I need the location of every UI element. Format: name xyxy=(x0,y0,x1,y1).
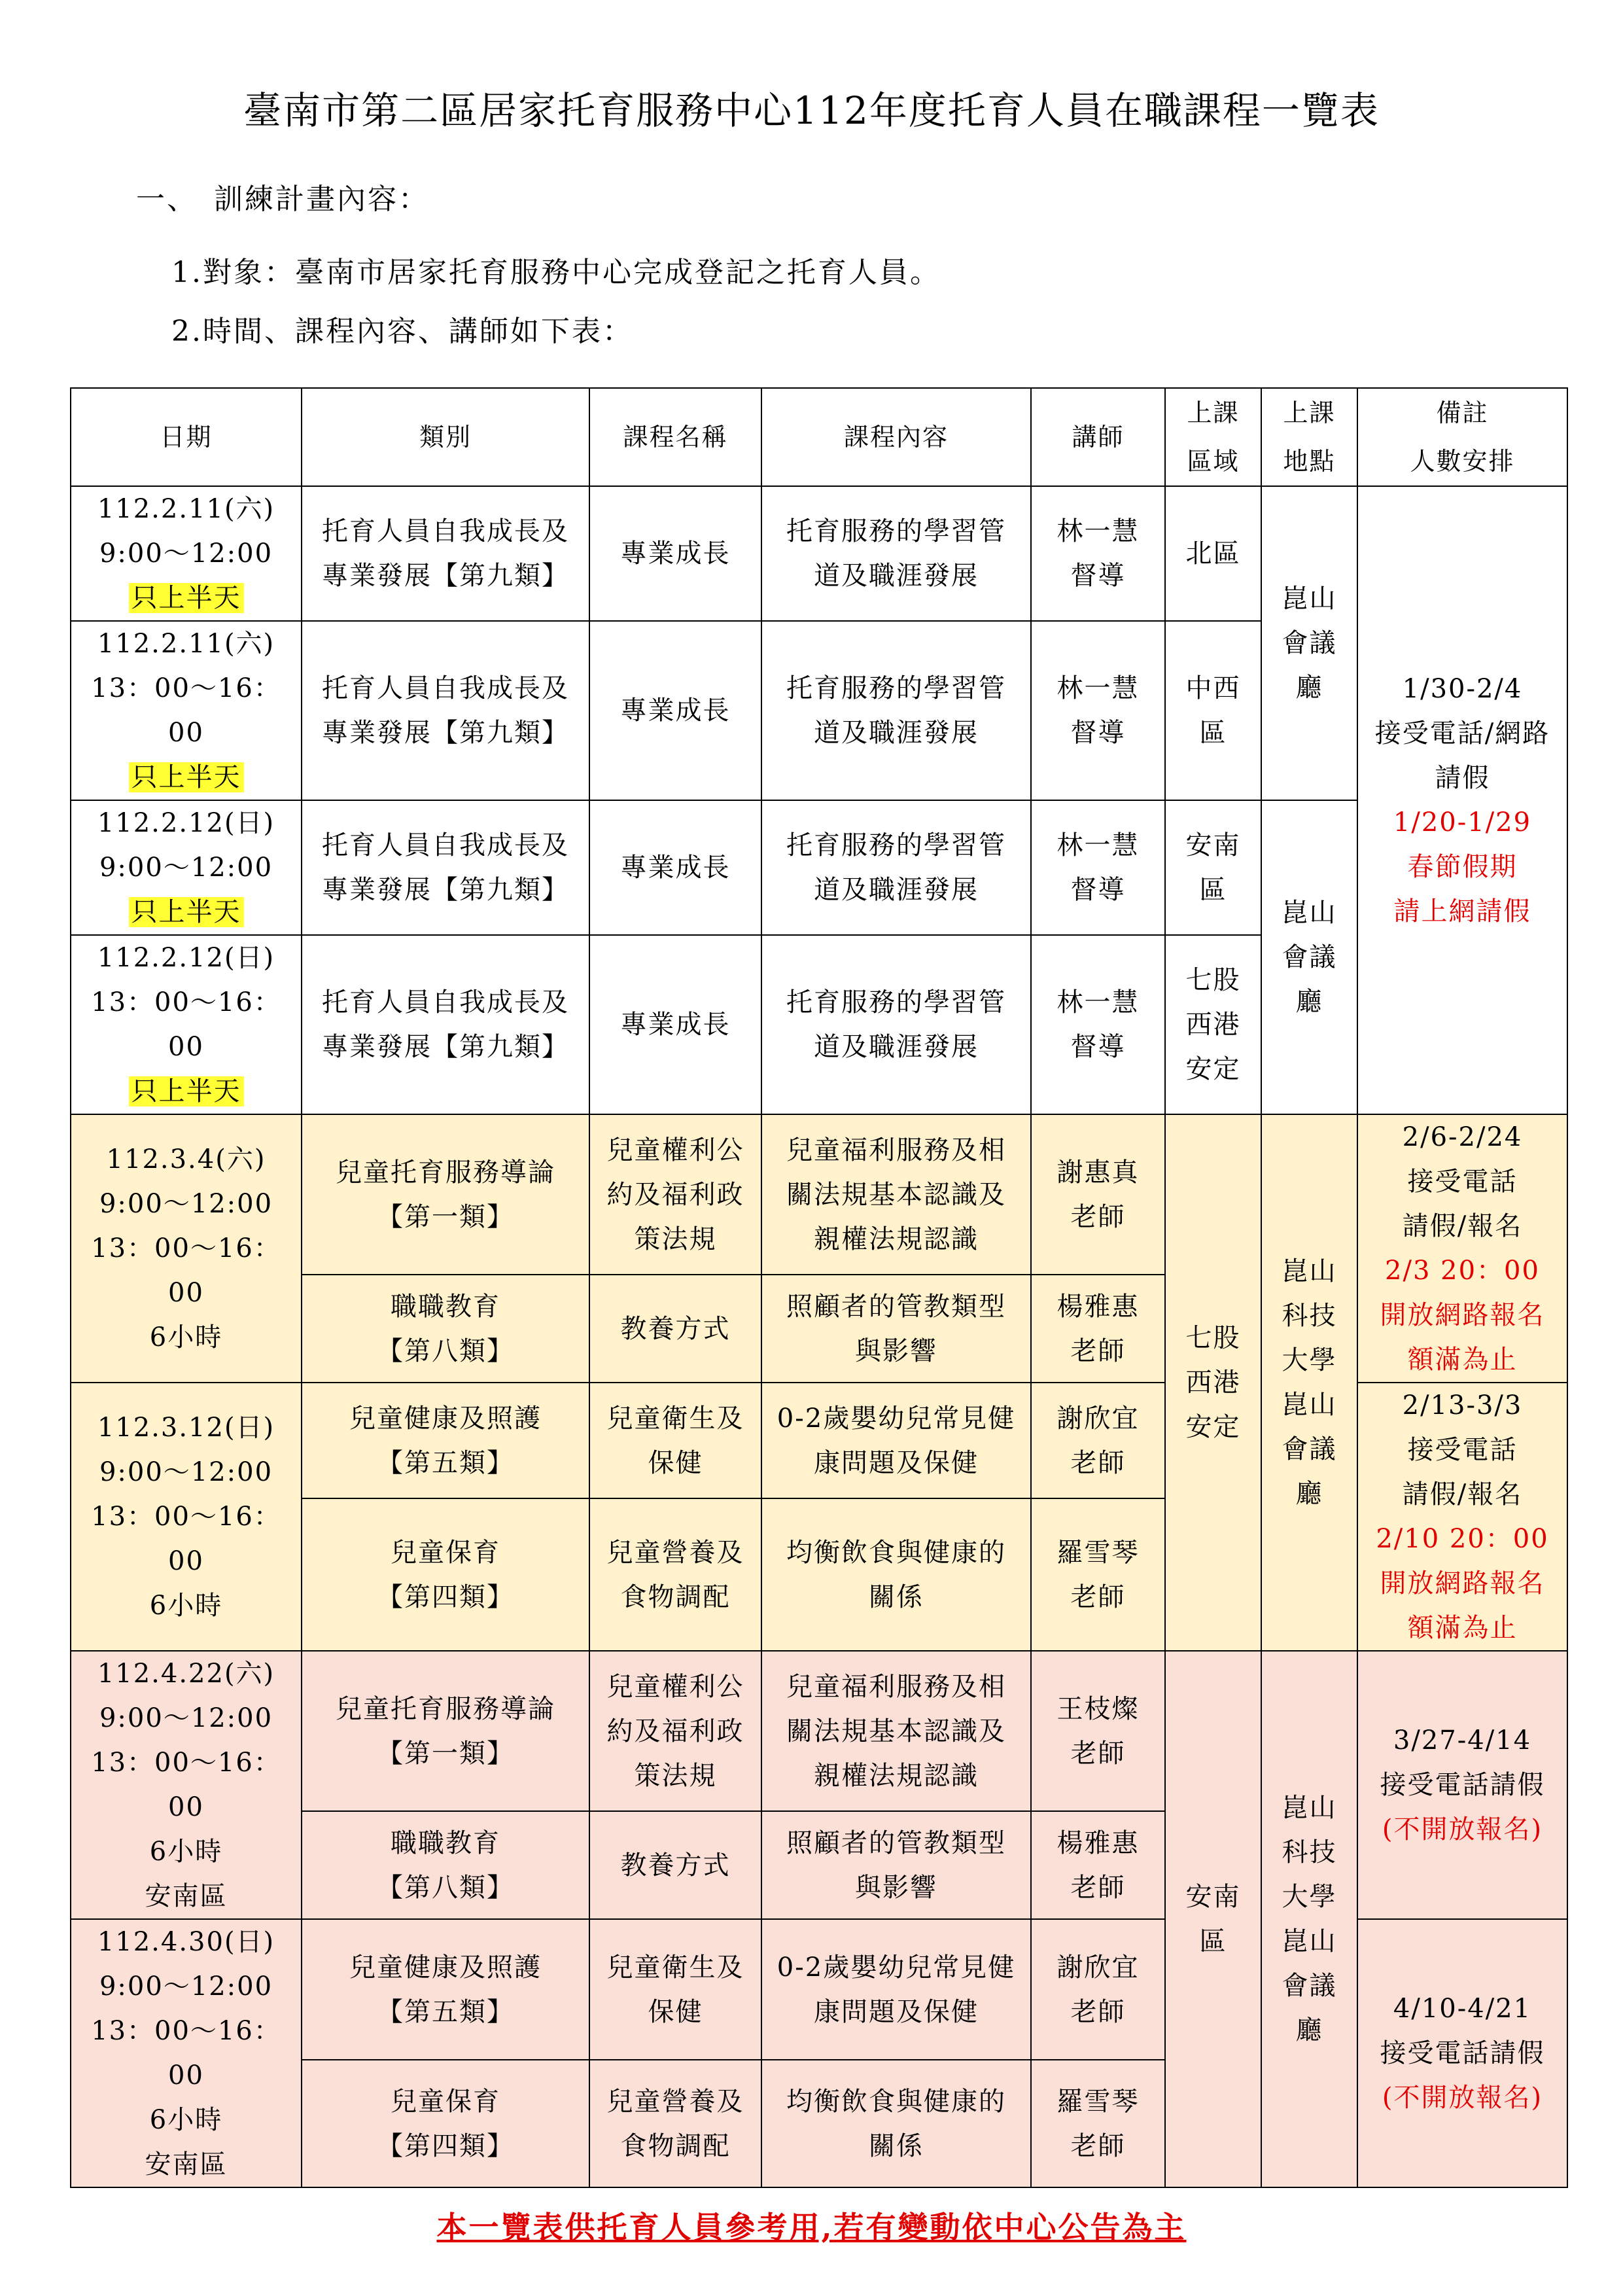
category-cell: 兒童健康及照護 【第五類】 xyxy=(302,1919,589,2060)
lecturer-cell: 林一慧 督導 xyxy=(1031,935,1165,1114)
course-content-cell: 托育服務的學習管 道及職涯發展 xyxy=(761,935,1031,1114)
table-row xyxy=(71,486,1567,621)
venue-cell: 崑山 會議 廳 xyxy=(1261,800,1357,1114)
category-cell: 兒童托育服務導論 【第一類】 xyxy=(302,1651,589,1811)
header-course-name: 課程名稱 xyxy=(589,388,761,486)
course-content-cell: 照顧者的管教類型 與影響 xyxy=(761,1275,1031,1383)
venue-cell: 崑山 科技 大學 崑山 會議 廳 xyxy=(1261,1114,1357,1651)
date-cell: 112.3.12(日) 9:00～12:00 13：00～16：00 6小時 xyxy=(71,1383,302,1651)
venue-cell: 崑山 科技 大學 崑山 會議 廳 xyxy=(1261,1651,1357,2187)
area-cell: 七股 西港 安定 xyxy=(1165,935,1261,1114)
half-day-badge: 只上半天 xyxy=(129,897,244,927)
course-name-cell: 兒童衛生及 保健 xyxy=(589,1383,761,1498)
lecturer-cell: 林一慧 督導 xyxy=(1031,621,1165,800)
header-course-content: 課程內容 xyxy=(761,388,1031,486)
lecturer-cell: 楊雅惠 老師 xyxy=(1031,1811,1165,1919)
lecturer-cell: 羅雪琴 老師 xyxy=(1031,1498,1165,1651)
area-cell: 北區 xyxy=(1165,486,1261,621)
note-cell: 2/6-2/24 接受電話 請假/報名 2/3 20：00 開放網路報名 額滿為止 xyxy=(1357,1114,1567,1383)
header-lecturer: 講師 xyxy=(1031,388,1165,486)
course-name-cell: 兒童權利公 約及福利政 策法規 xyxy=(589,1114,761,1275)
table-header-row xyxy=(71,388,1567,486)
lecturer-cell: 楊雅惠 老師 xyxy=(1031,1275,1165,1383)
time-line: 2.時間、課程內容、講師如下表： xyxy=(171,315,633,348)
half-day-badge: 只上半天 xyxy=(129,583,244,613)
course-content-cell: 托育服務的學習管 道及職涯發展 xyxy=(761,800,1031,935)
lecturer-cell: 林一慧 督導 xyxy=(1031,800,1165,935)
date-cell: 112.2.11(六) 9:00～12:00 只上半天 xyxy=(71,486,302,621)
course-content-cell: 托育服務的學習管 道及職涯發展 xyxy=(761,486,1031,621)
header-category: 類別 xyxy=(302,388,589,486)
table-row xyxy=(71,800,1567,935)
course-name-cell: 兒童營養及 食物調配 xyxy=(589,1498,761,1651)
area-cell: 七股 西港 安定 xyxy=(1165,1114,1261,1651)
lecturer-cell: 謝欣宜 老師 xyxy=(1031,1919,1165,2060)
category-cell: 兒童健康及照護 【第五類】 xyxy=(302,1383,589,1498)
course-content-cell: 兒童福利服務及相 關法規基本認識及 親權法規認識 xyxy=(761,1114,1031,1275)
note-cell: 2/13-3/3 接受電話 請假/報名 2/10 20：00 開放網路報名 額滿為止 xyxy=(1357,1383,1567,1651)
lecturer-cell: 林一慧 督導 xyxy=(1031,486,1165,621)
note-cell: 4/10-4/21 接受電話請假 (不開放報名) xyxy=(1357,1919,1567,2187)
category-cell: 職職教育 【第八類】 xyxy=(302,1275,589,1383)
course-name-cell: 專業成長 xyxy=(589,935,761,1114)
table-row xyxy=(71,1651,1567,1811)
half-day-badge: 只上半天 xyxy=(129,762,244,792)
target-line: 1.對象：臺南市居家托育服務中心完成登記之托育人員。 xyxy=(171,256,941,289)
course-name-cell: 專業成長 xyxy=(589,486,761,621)
header-area: 上課 區域 xyxy=(1165,388,1261,486)
area-cell: 安南 區 xyxy=(1165,800,1261,935)
page-title: 臺南市第二區居家托育服務中心112年度托育人員在職課程一覽表 xyxy=(243,88,1380,133)
course-name-cell: 兒童營養及 食物調配 xyxy=(589,2060,761,2187)
lecturer-cell: 王枝燦 老師 xyxy=(1031,1651,1165,1811)
course-content-cell: 兒童福利服務及相 關法規基本認識及 親權法規認識 xyxy=(761,1651,1031,1811)
date-cell: 112.2.12(日) 9:00～12:00 只上半天 xyxy=(71,800,302,935)
course-name-cell: 教養方式 xyxy=(589,1275,761,1383)
course-content-cell: 照顧者的管教類型 與影響 xyxy=(761,1811,1031,1919)
header-venue: 上課 地點 xyxy=(1261,388,1357,486)
category-cell: 兒童托育服務導論 【第一類】 xyxy=(302,1114,589,1275)
course-content-cell: 均衡飲食與健康的 關係 xyxy=(761,1498,1031,1651)
date-cell: 112.4.22(六) 9:00～12:00 13：00～16：00 6小時 安南區 xyxy=(71,1651,302,1919)
course-content-cell: 0-2歲嬰幼兒常見健 康問題及保健 xyxy=(761,1383,1031,1498)
category-cell: 托育人員自我成長及 專業發展【第九類】 xyxy=(302,800,589,935)
category-cell: 托育人員自我成長及 專業發展【第九類】 xyxy=(302,486,589,621)
course-name-cell: 兒童權利公 約及福利政 策法規 xyxy=(589,1651,761,1811)
course-content-cell: 均衡飲食與健康的 關係 xyxy=(761,2060,1031,2187)
venue-cell: 崑山 會議 廳 xyxy=(1261,486,1357,800)
course-name-cell: 教養方式 xyxy=(589,1811,761,1919)
area-cell: 安南 區 xyxy=(1165,1651,1261,2187)
note-cell: 3/27-4/14 接受電話請假 (不開放報名) xyxy=(1357,1651,1567,1919)
half-day-badge: 只上半天 xyxy=(129,1076,244,1106)
category-cell: 兒童保育 【第四類】 xyxy=(302,2060,589,2187)
category-cell: 職職教育 【第八類】 xyxy=(302,1811,589,1919)
category-cell: 托育人員自我成長及 專業發展【第九類】 xyxy=(302,935,589,1114)
lecturer-cell: 羅雪琴 老師 xyxy=(1031,2060,1165,2187)
header-note: 備註 人數安排 xyxy=(1357,388,1567,486)
area-cell: 中西 區 xyxy=(1165,621,1261,800)
section-heading: 一、 訓練計畫內容： xyxy=(136,183,429,216)
date-cell: 112.2.12(日) 13：00～16：00 只上半天 xyxy=(71,935,302,1114)
course-content-cell: 托育服務的學習管 道及職涯發展 xyxy=(761,621,1031,800)
course-name-cell: 兒童衛生及 保健 xyxy=(589,1919,761,2060)
course-name-cell: 專業成長 xyxy=(589,621,761,800)
course-schedule-table xyxy=(70,387,1568,2188)
footer-note: 本一覽表供托育人員參考用,若有變動依中心公告為主 xyxy=(436,2210,1187,2245)
date-cell: 112.4.30(日) 9:00～12:00 13：00～16：00 6小時 安南區 xyxy=(71,1919,302,2187)
date-cell: 112.2.11(六) 13：00～16：00 只上半天 xyxy=(71,621,302,800)
lecturer-cell: 謝欣宜 老師 xyxy=(1031,1383,1165,1498)
table-row xyxy=(71,1114,1567,1275)
course-name-cell: 專業成長 xyxy=(589,800,761,935)
header-date: 日期 xyxy=(71,388,302,486)
note-cell: 1/30-2/4 接受電話/網路 請假 1/20-1/29 春節假期 請上網請假 xyxy=(1357,486,1567,1114)
course-content-cell: 0-2歲嬰幼兒常見健 康問題及保健 xyxy=(761,1919,1031,2060)
lecturer-cell: 謝惠真 老師 xyxy=(1031,1114,1165,1275)
category-cell: 托育人員自我成長及 專業發展【第九類】 xyxy=(302,621,589,800)
date-cell: 112.3.4(六) 9:00～12:00 13：00～16：00 6小時 xyxy=(71,1114,302,1383)
category-cell: 兒童保育 【第四類】 xyxy=(302,1498,589,1651)
